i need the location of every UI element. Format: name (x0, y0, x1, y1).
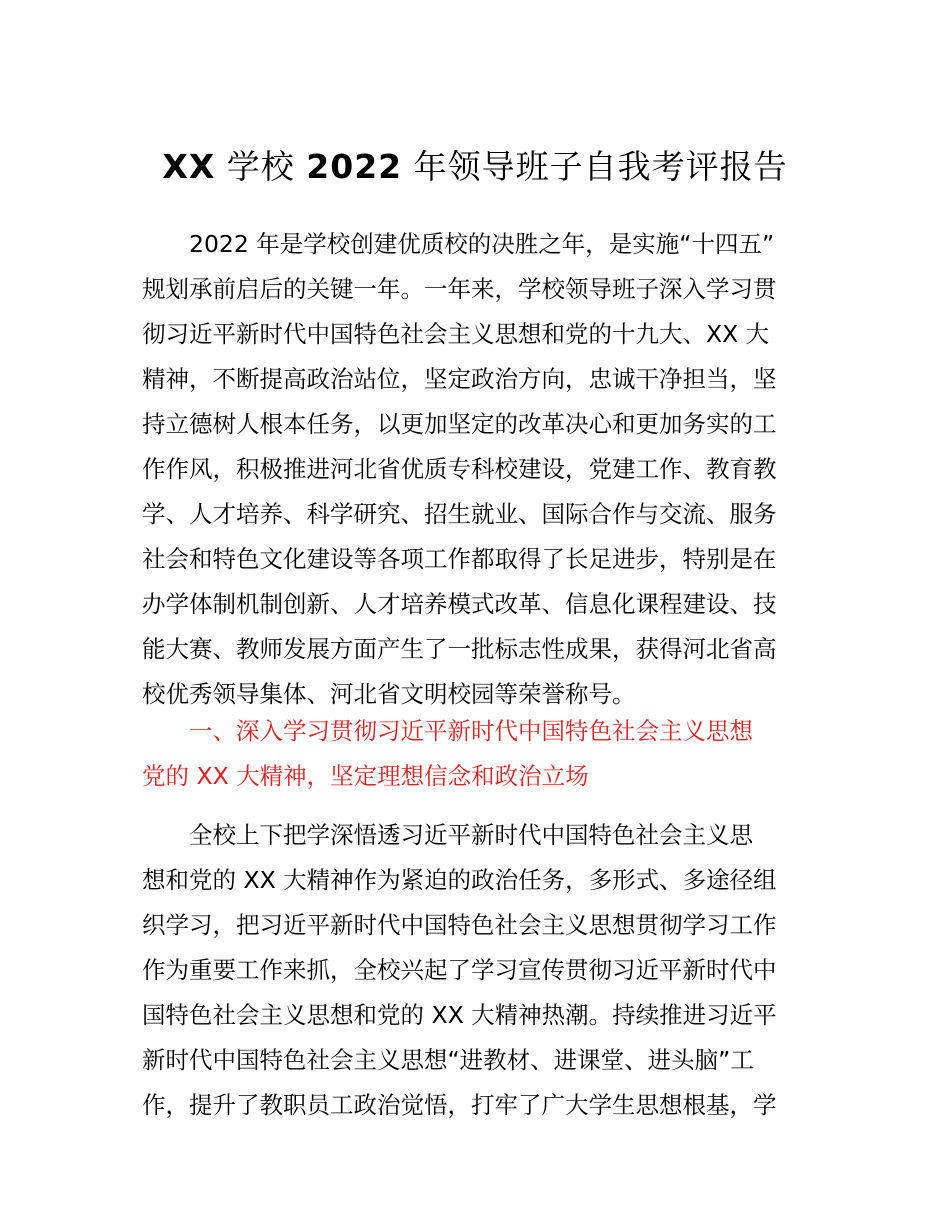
document-title (0, 142, 950, 192)
paragraph-line: 持立德树人根本任务，以更加坚定的改革决心和更加务实的工 (142, 410, 777, 438)
title-rest: 年领导班子自我考评报告 (413, 147, 788, 186)
paragraph-line: 校优秀领导集体、河北省文明校园等荣誉称号。 (142, 680, 636, 708)
heading-line: 党的 XX 大精神，坚定理想信念和政治立场 (142, 762, 589, 790)
paragraph-line: 学、人才培养、科学研究、招生就业、国际合作与交流、服务 (142, 500, 777, 528)
title-prefix: XX (162, 147, 216, 186)
paragraph-line: 彻习近平新时代中国特色社会主义思想和党的十九大、XX 大 (142, 320, 770, 348)
paragraph-line: 精神，不断提高政治站位，坚定政治方向，忠诚干净担当，坚 (142, 365, 777, 393)
paragraph-line: 全校上下把学深悟透习近平新时代中国特色社会主义思 (189, 821, 753, 849)
paragraph-line: 国特色社会主义思想和党的 XX 大精神热潮。持续推进习近平 (142, 1001, 777, 1029)
paragraph-line: 新时代中国特色社会主义思想“进教材、进课堂、进头脑”工 (142, 1046, 754, 1074)
title-school: 学校 (226, 147, 295, 186)
paragraph-line: 能大赛、教师发展方面产生了一批标志性成果，获得河北省高 (142, 635, 777, 663)
heading-line: 一、深入学习贯彻习近平新时代中国特色社会主义思想 (189, 717, 753, 745)
paragraph-line: 作作风，积极推进河北省优质专科校建设，党建工作、教育教 (142, 455, 777, 483)
paragraph-line: 作为重要工作来抓，全校兴起了学习宣传贯彻习近平新时代中 (142, 956, 777, 984)
paragraph-intro (142, 222, 812, 717)
paragraph-line: 社会和特色文化建设等各项工作都取得了长足进步，特别是在 (142, 545, 777, 573)
paragraph-line: 规划承前启后的关键一年。一年来，学校领导班子深入学习贯 (142, 275, 777, 303)
paragraph-line: 想和党的 XX 大精神作为紧迫的政治任务，多形式、多途径组 (142, 866, 777, 894)
paragraph-line: 办学体制机制创新、人才培养模式改革、信息化课程建设、技 (142, 590, 777, 618)
paragraph-section-1 (142, 813, 812, 1128)
paragraph-line: 2022 年是学校创建优质校的决胜之年，是实施“十四五” (189, 230, 775, 258)
paragraph-line: 织学习，把习近平新时代中国特色社会主义思想贯彻学习工作 (142, 911, 777, 939)
title-year: 2022 (306, 147, 403, 186)
section-heading-1 (142, 709, 812, 799)
paragraph-line: 作，提升了教职员工政治觉悟，打牢了广大学生思想根基，学 (142, 1091, 777, 1119)
